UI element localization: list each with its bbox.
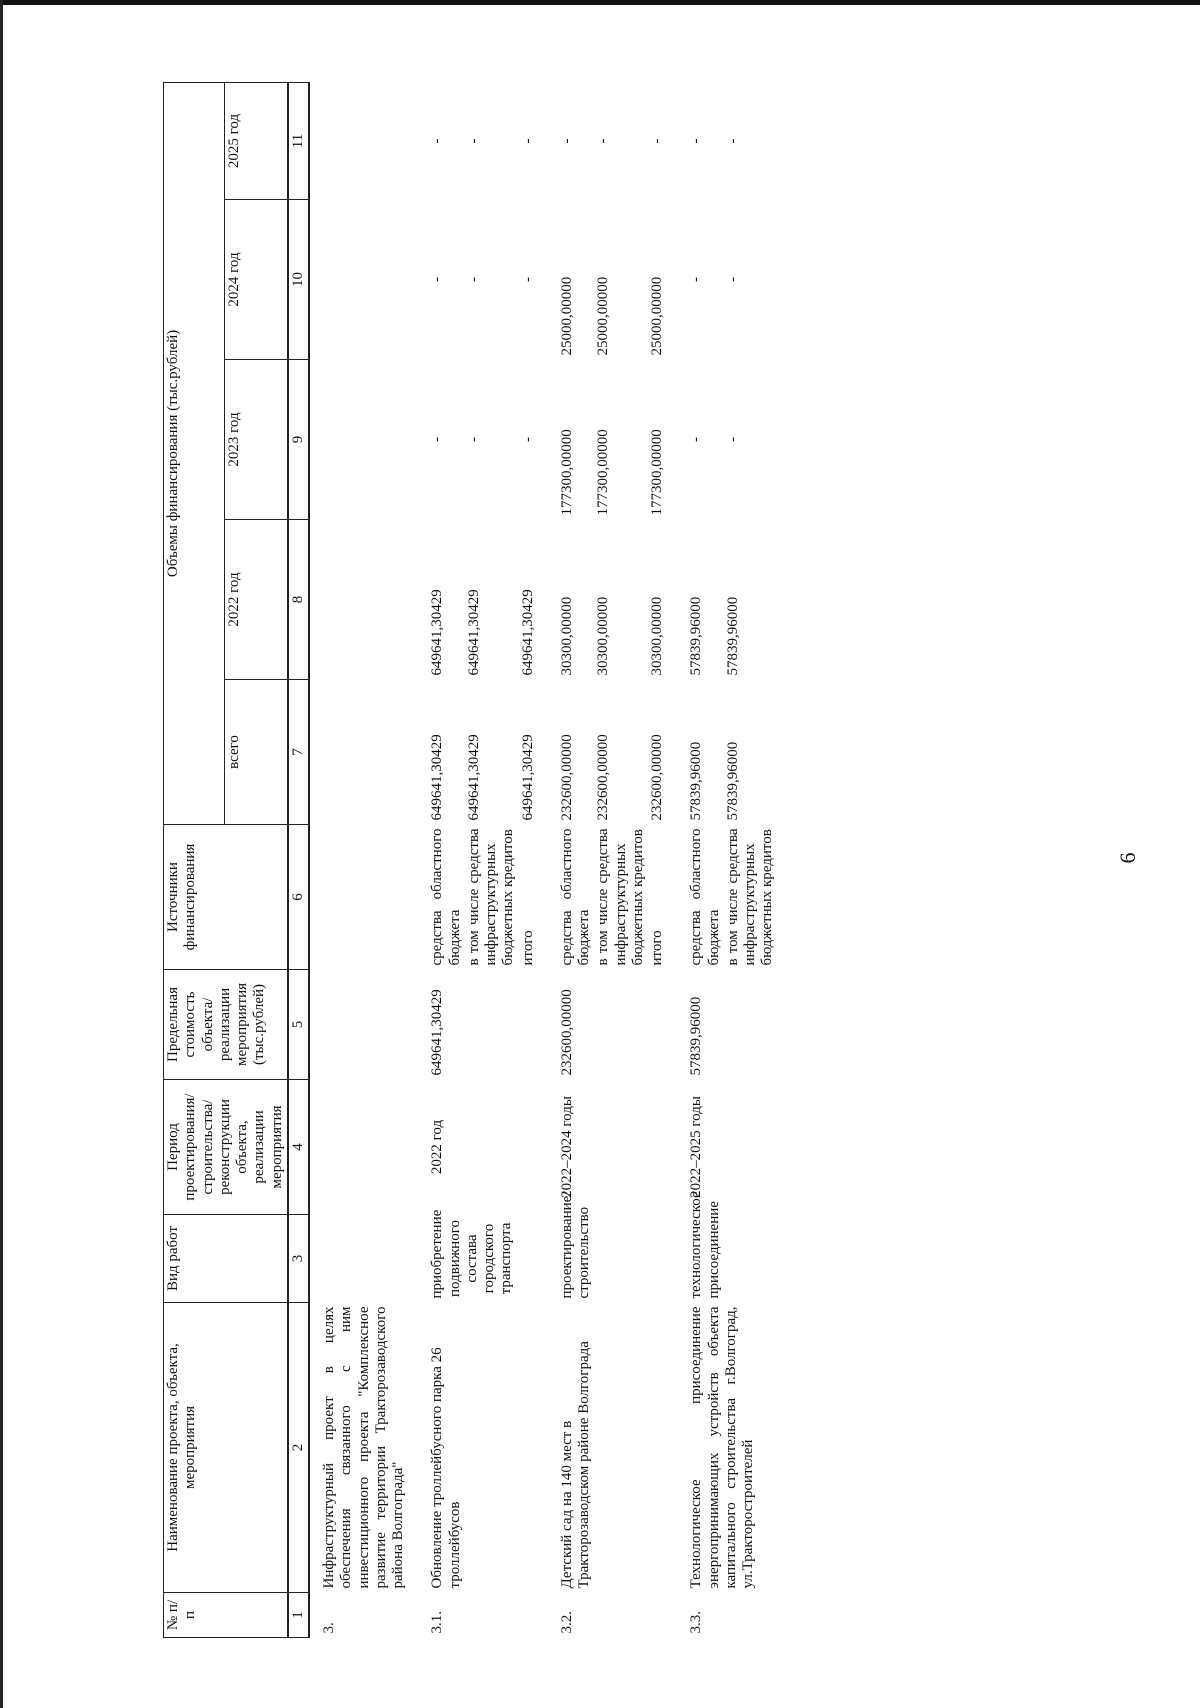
header-cost: Предельная стоимость объекта/ реализации мероприятия (тыс.рублей) (164, 970, 288, 1080)
row-number: 3.3. (688, 1611, 705, 1634)
column-number: 3 (288, 1215, 309, 1303)
amount-2025: - (649, 138, 665, 144)
funding-source: средства областного бюджета (429, 828, 463, 966)
column-number: 6 (288, 825, 309, 970)
column-number: 8 (288, 520, 309, 680)
header-2025: 2025 год (225, 82, 288, 199)
amount-total: 57839,96000 (688, 741, 705, 821)
work-type: проектирование/ строительство (558, 1191, 592, 1299)
column-number: 5 (288, 970, 309, 1080)
page-number: 6 (1115, 852, 1140, 864)
funding-source: в том числе средства инфраструктурных бюджетных кредитов (595, 828, 646, 966)
amount-2023: - (429, 437, 446, 442)
amount-2024: 25000,00000 (649, 276, 665, 356)
header-2023: 2023 год (225, 360, 288, 520)
amount-2022: 30300,00000 (649, 596, 665, 676)
amount-2025: - (465, 138, 482, 144)
amount-total: 649641,30429 (519, 734, 536, 821)
amount-2024: - (519, 277, 536, 282)
amount-2025: - (429, 138, 446, 144)
row-number: 3.1. (429, 1611, 446, 1634)
header-2022: 2022 год (225, 520, 288, 680)
amount-2022: 30300,00000 (558, 596, 575, 676)
amount-2024: - (724, 277, 741, 282)
column-number: 1 (288, 1593, 309, 1638)
amount-2025: - (595, 138, 612, 144)
work-type: технологическое присоединение (688, 1191, 722, 1299)
column-number: 9 (288, 360, 309, 520)
cost-limit: 232600,00000 (558, 989, 575, 1076)
amount-2023: - (465, 437, 482, 442)
amount-2024: - (429, 277, 446, 282)
amount-total: 57839,96000 (724, 741, 741, 821)
amount-total: 232600,00000 (595, 734, 612, 821)
amount-2024: - (465, 277, 482, 282)
period: 2022–2025 годы (688, 1096, 705, 1198)
amount-2022: 649641,30429 (465, 589, 482, 676)
project-name: Инфраструктурный проект в целях обеспечения связанного с ним инвестиционного проекта "Комплексное развитие территории Тракторозаводского района Волгограда" (321, 1306, 406, 1589)
header-name: Наименование проекта, объекта, мероприятия (164, 1303, 288, 1593)
table-row (687, 82, 724, 1637)
column-number: 4 (288, 1080, 309, 1215)
column-number: 11 (288, 82, 309, 199)
header-work-type: Вид работ (164, 1215, 288, 1303)
amount-2025: - (519, 138, 536, 144)
column-number: 7 (288, 680, 309, 825)
funding-source-total: итого (519, 930, 536, 966)
column-number-row (288, 82, 309, 1637)
amount-total: 649641,30429 (429, 734, 446, 821)
period: 2022–2024 годы (558, 1096, 575, 1198)
amount-2023: 177300,00000 (649, 429, 665, 516)
amount-2022: 57839,96000 (688, 596, 705, 676)
header-source: Источники финансирования (164, 825, 288, 970)
financing-table (163, 82, 778, 1638)
funding-source: средства областного бюджета (688, 828, 722, 966)
amount-2025: - (724, 138, 741, 144)
project-name: Технологическое присоединение энергопринимающих устройств объекта капитального строительства г.Волгоград, ул.Тракторостроителей (688, 1306, 756, 1589)
amount-2025: - (688, 138, 705, 144)
row-number: 3.2. (558, 1611, 575, 1634)
amount-2022: 649641,30429 (519, 589, 536, 676)
header-no: № п/п (164, 1593, 288, 1638)
amount-total: 232600,00000 (649, 734, 665, 821)
amount-2023: - (688, 437, 705, 442)
amount-2024: - (688, 277, 705, 282)
table-row (428, 82, 465, 1637)
amount-2022: 57839,96000 (724, 596, 741, 676)
amount-2022: 30300,00000 (595, 596, 612, 676)
funding-source-total: итого (649, 930, 665, 966)
amount-2025: - (558, 138, 575, 144)
funding-source: в том числе средства инфраструктурных бюджетных кредитов (724, 828, 776, 966)
column-number: 2 (288, 1303, 309, 1593)
amount-2023: 177300,00000 (558, 429, 575, 516)
amount-total: 232600,00000 (558, 734, 575, 821)
amount-2023: - (724, 437, 741, 442)
header-period: Период проектирования/ строительства/ реконструкции объекта, реализации мероприятия (164, 1080, 288, 1215)
project-name: Обновление троллейбусного парка 26 троллейбусов (429, 1347, 463, 1589)
amount-2023: - (519, 437, 536, 442)
period: 2022 год (429, 1119, 446, 1175)
amount-total: 649641,30429 (465, 734, 482, 821)
amount-2024: 25000,00000 (558, 276, 575, 356)
project-name: Детский сад на 140 мест в Тракторозаводском районе Волгограда (558, 1341, 592, 1589)
amount-2023: 177300,00000 (595, 429, 612, 516)
amount-2022: 649641,30429 (429, 589, 446, 676)
cost-limit: 649641,30429 (429, 989, 446, 1076)
column-number: 10 (288, 200, 309, 360)
table-row (558, 82, 595, 1637)
header-funding: Объемы финансирования (тыс.рублей) (164, 82, 225, 824)
header-2024: 2024 год (225, 200, 288, 360)
funding-source: в том числе средства инфраструктурных бюджетных кредитов (465, 828, 517, 966)
funding-source: средства областного бюджета (558, 828, 592, 966)
header-total: всего (225, 680, 288, 825)
amount-2024: 25000,00000 (595, 276, 612, 356)
table-row (320, 82, 408, 1637)
work-type: приобретение подвижного состава городского транспорта (429, 1209, 515, 1299)
cost-limit: 57839,96000 (688, 996, 705, 1076)
row-number: 3. (321, 1622, 337, 1634)
